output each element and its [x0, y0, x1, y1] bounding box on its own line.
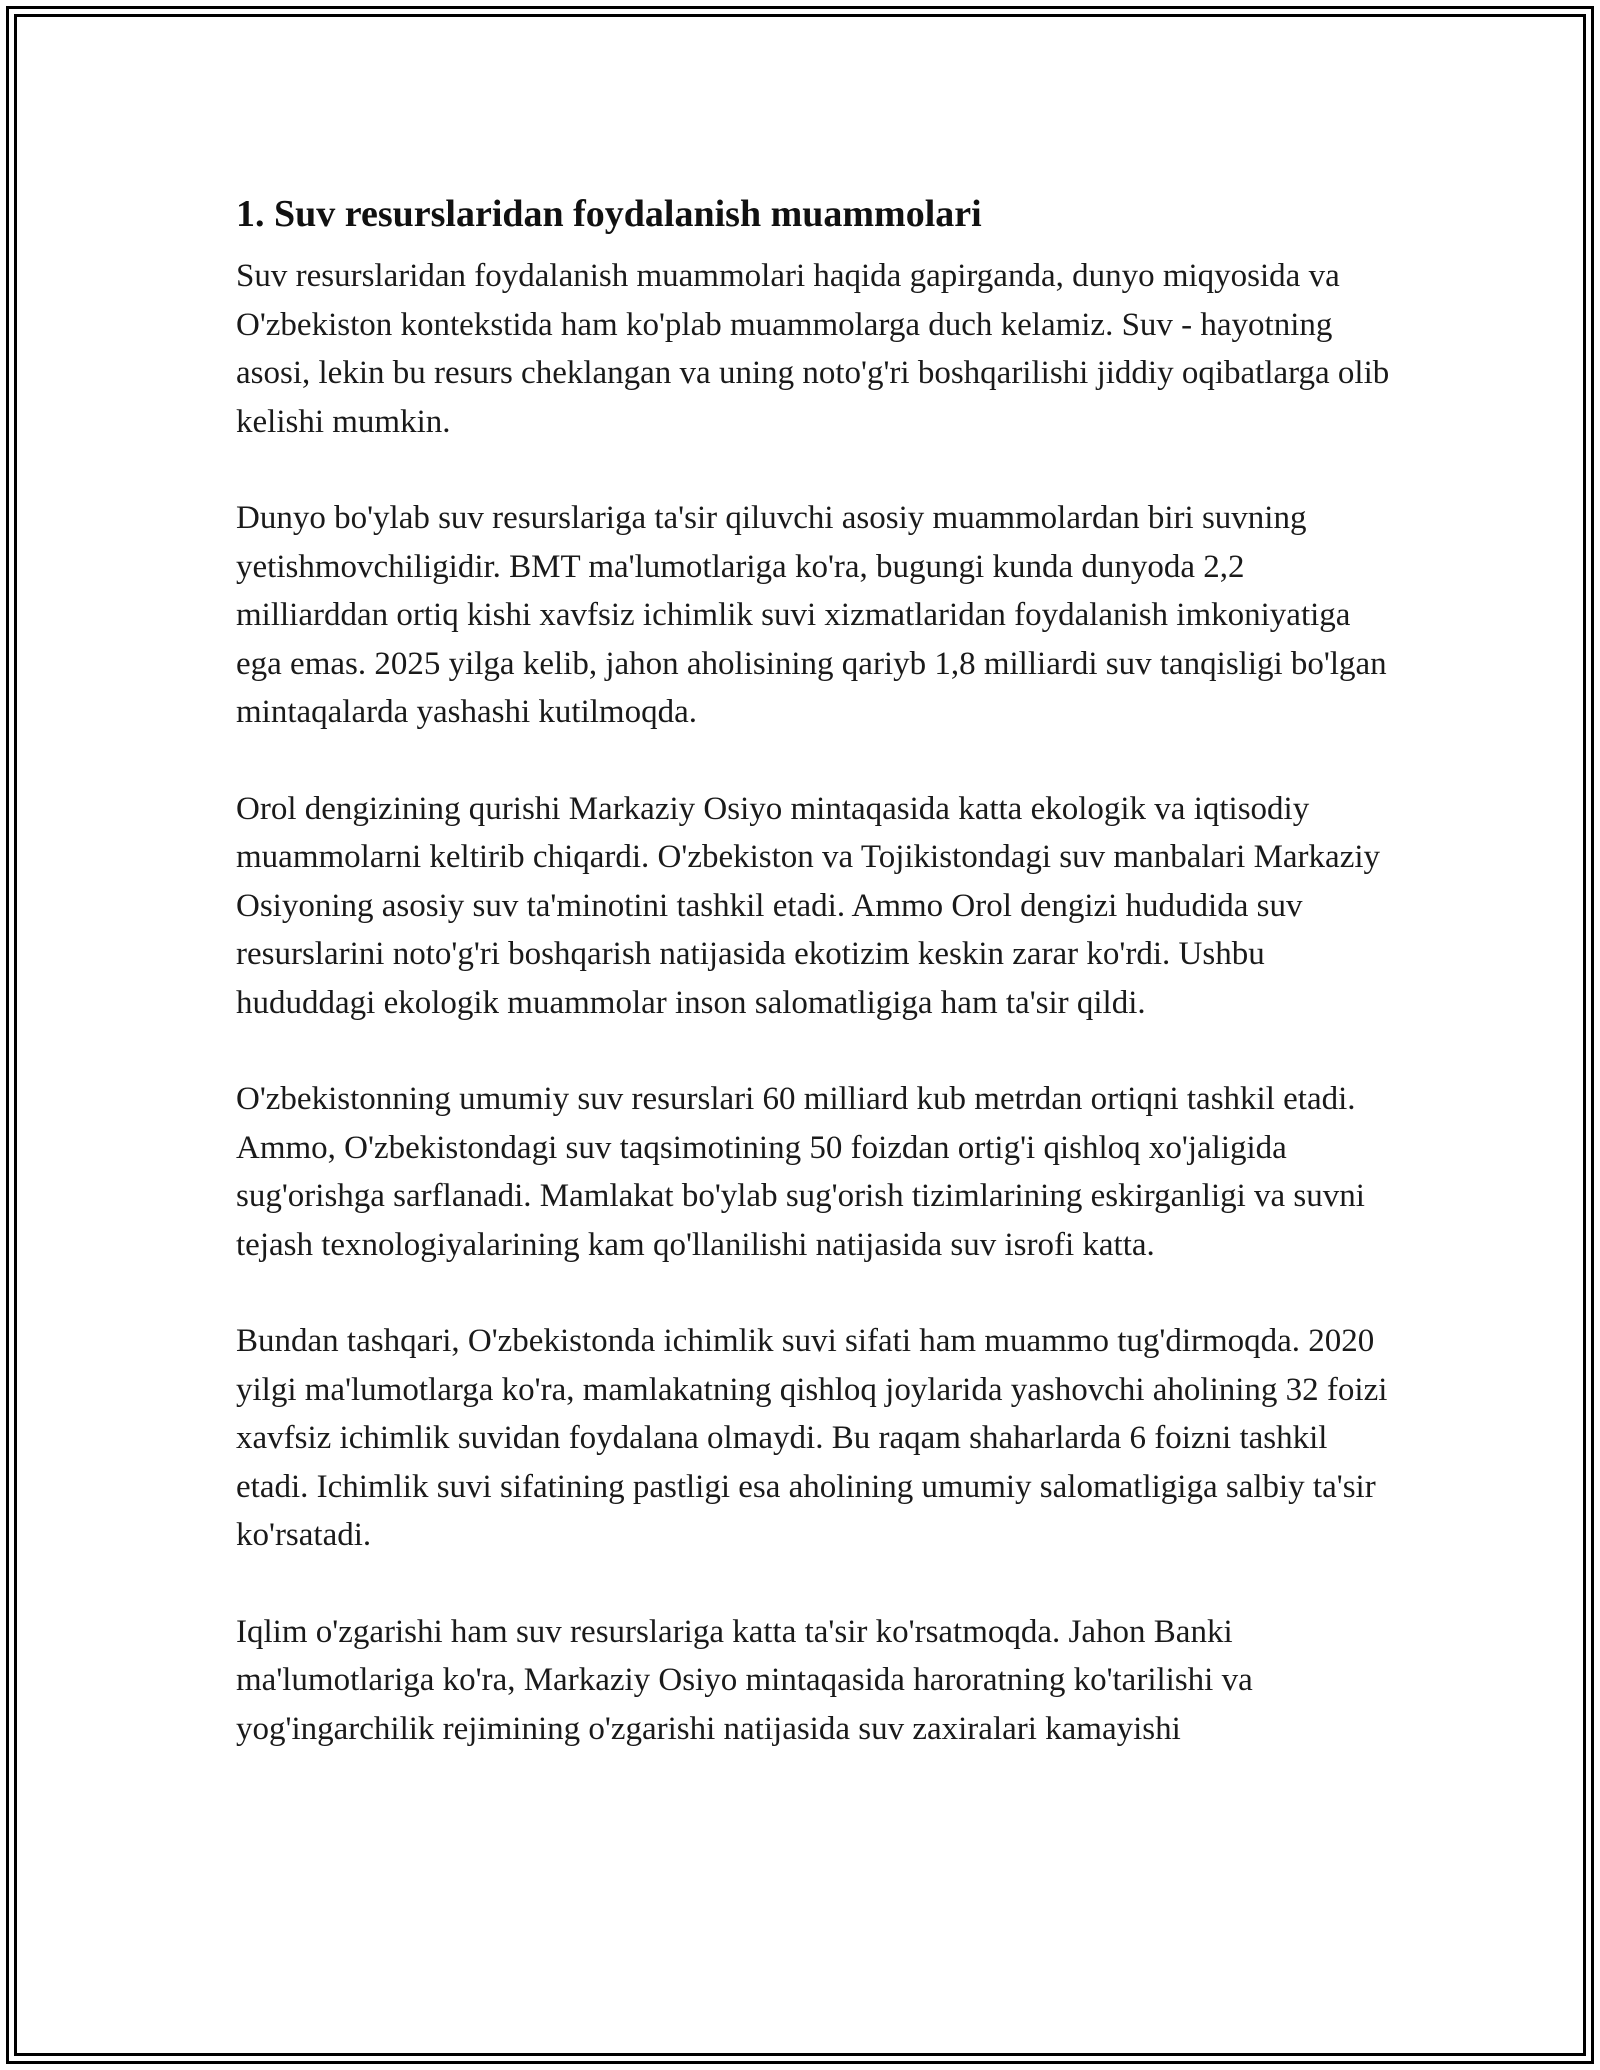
- section-heading: 1. Suv resurslaridan foydalanish muammolari: [236, 193, 982, 235]
- paragraph-1: Suv resurslaridan foydalanish muammolari haqida gapirganda, dunyo miqyosida va O'zbekiston kontekstida ham ko'plab muammolarga duch kelamiz. Suv - hayotning asosi, lekin bu resurs cheklangan va uning noto'g'ri boshqarilishi jiddiy oqibatlarga olib kelishi mumkin.: [236, 258, 1390, 440]
- paragraph-3: Orol dengizining qurishi Markaziy Osiyo mintaqasida katta ekologik va iqtisodiy muammolarni keltirib chiqardi. O'zbekiston va Tojikistondagi suv manbalari Markaziy Osiyoning asosiy suv ta'minotini tashkil etadi. Ammo Orol dengizi hududida suv resurslarini noto'g'ri boshqarish natijasida ekotizim keskin zarar ko'rdi. Ushbu hududdagi ekologik muammolar inson salomatligiga ham ta'sir qildi.: [236, 790, 1381, 1021]
- paragraph-6: Iqlim o'zgarishi ham suv resurslariga katta ta'sir ko'rsatmoqda. Jahon Banki ma'lumotlariga ko'ra, Markaziy Osiyo mintaqasida haroratning ko'tarilishi va yog'ingarchilik rejimining o'zgarishi natijasida suv zaxiralari kamayishi: [236, 1613, 1253, 1747]
- paragraph-4: O'zbekistonning umumiy suv resurslari 60 milliard kub metrdan ortiqni tashkil etadi. Ammo, O'zbekistondagi suv taqsimotining 50 foizdan ortig'i qishloq xo'jaligida sug'orishga sarflanadi. Mamlakat bo'ylab sug'orish tizimlarining eskirganligi va suvni tejash texnologiyalarining kam qo'llanilishi natijasida suv isrofi katta.: [236, 1081, 1365, 1263]
- paragraph-5: Bundan tashqari, O'zbekistonda ichimlik suvi sifati ham muammo tug'dirmoqda. 2020 yilgi ma'lumotlarga ko'ra, mamlakatning qishloq joylarida yashovchi aholining 32 foizi xavfsiz ichimlik suvidan foydalana olmaydi. Bu raqam shaharlarda 6 foizni tashkil etadi. Ichimlik suvi sifatining pastligi esa aholining umumiy salomatligiga salbiy ta'sir ko'rsatadi.: [236, 1323, 1388, 1553]
- paragraph-2: Dunyo bo'ylab suv resurslariga ta'sir qiluvchi asosiy muammolardan biri suvning yetishmovchiligidir. BMT ma'lumotlariga ko'ra, bugungi kunda dunyoda 2,2 milliarddan ortiq kishi xavfsiz ichimlik suvi xizmatlaridan foydalanish imkoniyatiga ega emas. 2025 yilga kelib, jahon aholisining qariyb 1,8 milliardi suv tanqisligi bo'lgan mintaqalarda yashashi kutilmoqda.: [236, 500, 1387, 730]
- document-body: [236, 184, 1396, 1753]
